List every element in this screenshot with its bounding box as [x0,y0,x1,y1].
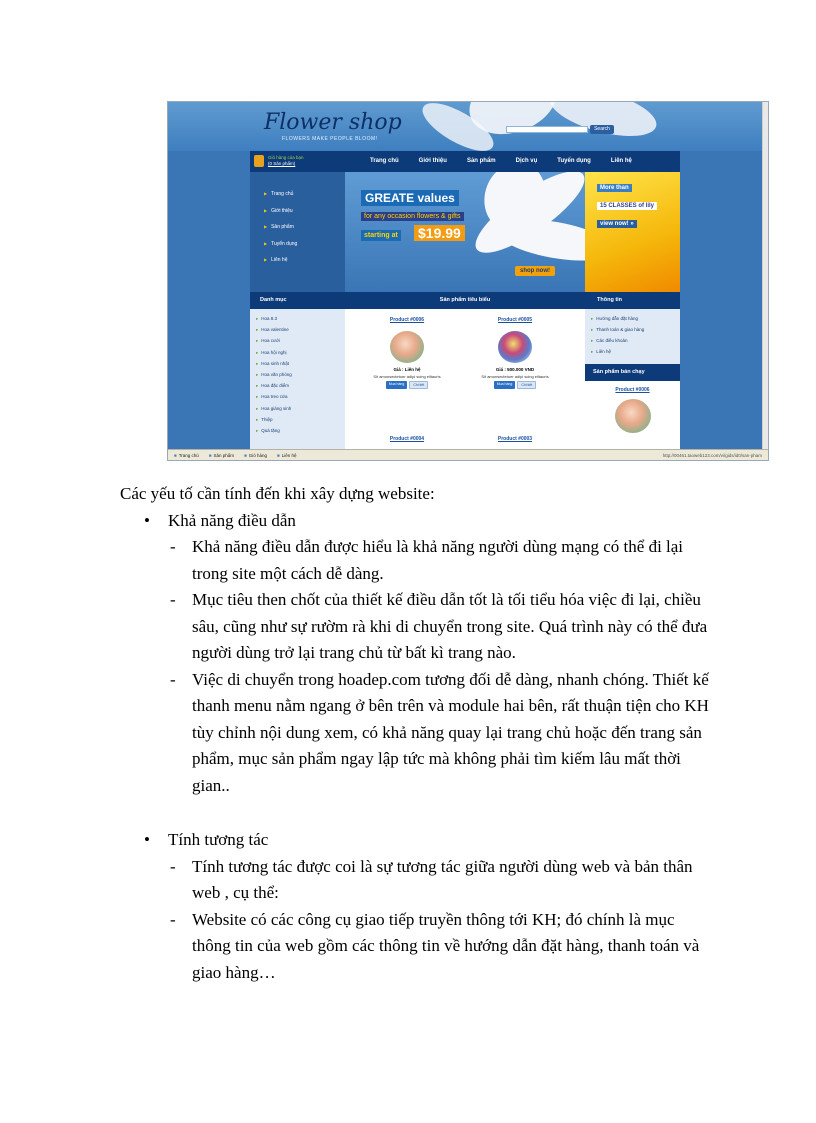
left-menu-item[interactable]: ▶ Liên hệ [264,252,345,269]
point [120,667,712,800]
nav-careers[interactable]: Tuyển dụng [557,158,591,164]
point-text: Tính tương tác được coi là sự tương tác giữa người dùng web và bản thân web , cụ thể: [192,856,693,902]
top-nav-bar [250,151,680,172]
dash-marker: - [170,590,176,609]
product-desc: Sit amonsectetuer adipi scing elitauris [373,374,441,379]
intro-line: Các yếu tố cần tính đến khi xây dựng website: [120,484,435,503]
site-header [168,102,768,151]
banner-starting-at: starting at [361,230,401,241]
bestseller-name[interactable]: Product #0006 [615,387,650,393]
point-text: Mục tiêu then chốt của thiết kế điều dẫn tốt là tối tiểu hóa việc đi lại, chiều sâu, cũng như sự rườm rà khi di chuyển trong site. Quá trình này có thể đưa người dùng trở lại trang chủ từ bất kì trang nào. [192,590,708,662]
nav-services[interactable]: Dịch vụ [515,158,538,164]
category-item[interactable]: ▸ Hoa treo cửa [256,391,345,402]
category-item[interactable]: ▸ Hoa sinh nhật [256,358,345,369]
dash-marker: - [170,856,176,876]
product-price: Giá : 500.000 VND [495,367,535,372]
search-input[interactable] [506,126,588,133]
info-heading: Thông tin [585,292,680,309]
left-menu-item[interactable]: ▶ Giới thiệu [264,203,345,220]
product-name[interactable]: Product #0003 [497,436,533,442]
document-body [120,481,720,986]
promo-banner[interactable] [345,172,585,292]
view-now-button[interactable]: view now! » [597,220,637,228]
browser-status-bar [168,449,768,461]
lily-banner[interactable] [585,172,680,292]
product-card [357,317,457,389]
product-image[interactable] [498,331,532,363]
section-title: Khả năng điều dẫn [168,510,296,530]
point [120,854,712,907]
info-link[interactable]: ▸ Hướng dẫn đặt hàng [591,313,680,324]
lily-banner-line2: 15 CLASSES of lily [597,202,657,210]
nav-products[interactable]: Sản phẩm [466,158,496,164]
website-screenshot [167,101,769,461]
section-title: Tính tương tác [168,830,269,849]
shop-now-button[interactable]: shop now! [515,266,555,276]
product-card [357,436,457,442]
buy-button[interactable]: Mua hàng [494,381,516,389]
product-card [465,436,565,442]
product-price: Giá : Liên hệ [393,367,421,372]
status-item[interactable]: ■ Trang chủ [174,453,199,458]
category-item[interactable]: ▸ Hoa giáng sinh [256,403,345,414]
cart-title: Giỏ hàng của bạn [268,155,304,160]
product-name[interactable]: Product #0005 [497,317,533,323]
detail-button[interactable]: Chi tiết [517,381,536,389]
point [120,907,712,987]
category-item[interactable]: ▸ Hoa 8.3 [256,313,345,324]
cart-count[interactable]: (0 Sản phẩm) [268,161,296,166]
point-text: Việc di chuyển trong hoadep.com tương đối dễ dàng, nhanh chóng. Thiết kế thanh menu nằm ngang ở bên trên và module hai bên, rất thuận tiện cho KH tùy chỉnh nội dung xem, có khả năng quay lại trang chủ hoặc đến trang sản phẩm, mục sản phẩm ngay lập tức mà không phải tìm kiếm lâu mất thời gian.. [192,669,709,795]
product-card [465,317,565,389]
section-heading [120,508,720,535]
category-item[interactable]: ▸ Hoa cưới [256,335,345,346]
main-menu [360,151,642,172]
bestseller-image[interactable] [615,399,651,433]
categories-heading: Danh mục [250,292,345,309]
banner-subline: for any occasion flowers & gifts [361,212,464,221]
status-item[interactable]: ■ Giỏ hàng [244,453,267,458]
featured-products [345,309,585,455]
left-menu-item[interactable]: ▶ Tuyển dụng [264,236,345,253]
banner-headline: GREATE values [361,190,459,206]
status-item[interactable]: ■ Liên hệ [277,453,296,458]
product-image[interactable] [390,331,424,363]
left-menu-item[interactable]: ▶ Trang chủ [264,186,345,203]
category-item[interactable]: ▸ Thiệp [256,414,345,425]
info-list [585,309,680,364]
lily-banner-line1: More than [597,184,632,192]
product-name[interactable]: Product #0006 [389,317,425,323]
category-item[interactable]: ▸ Hoa văn phòng [256,369,345,380]
left-menu-item[interactable]: ▶ Sản phẩm [264,219,345,236]
category-item[interactable]: ▸ Hoa hội nghị [256,347,345,358]
bullet-dot: • [144,830,150,849]
nav-contact[interactable]: Liên hệ [610,158,632,164]
info-link[interactable]: ▸ Các điều khoản [591,335,680,346]
category-item[interactable]: ▸ Hoa đặc điểm [256,380,345,391]
detail-button[interactable]: Chi tiết [409,381,428,389]
status-url: http://00461.taoweb123.com/vi/gids/id0/san-pham [662,453,762,458]
site-logo[interactable]: Flower shop [264,110,402,135]
featured-heading: Sản phẩm tiêu biểu [345,292,585,309]
dash-marker: - [170,669,176,689]
section-heading [120,827,720,854]
point-text: Website có các công cụ giao tiếp truyền thông tới KH; đó chính là mục thông tin của web gồm các thông tin về hướng dẫn đặt hàng, thanh toán và giao hàng… [192,909,700,982]
buy-button[interactable]: Mua hàng [386,381,408,389]
bestseller-heading: Sản phẩm bán chạy [585,364,680,381]
category-list [250,309,345,455]
dash-marker: - [170,909,176,929]
point [120,587,712,667]
nav-about[interactable]: Giới thiệu [418,158,447,164]
banner-price: $19.99 [414,225,465,241]
point-text: Khả năng điều dẫn được hiểu là khả năng người dùng mạng có thể đi lại trong site một cách dễ dàng. [192,537,684,583]
site-tagline: FLOWERS MAKE PEOPLE BLOOM! [282,136,378,142]
info-link[interactable]: ▸ Liên hệ [591,346,680,357]
status-item[interactable]: ■ Sản phẩm [209,453,234,458]
bestseller-card [585,381,680,455]
category-item[interactable]: ▸ Quà tặng [256,425,345,436]
info-link[interactable]: ▸ Thanh toán & giao hàng [591,324,680,335]
product-desc: Sit amonsectetuer adipi scing elitauris [481,374,549,379]
point [120,534,712,587]
nav-home[interactable]: Trang chủ [370,158,399,164]
search-button[interactable]: Search [590,125,614,134]
dash-marker: - [170,537,176,556]
cart-icon [254,155,264,167]
category-item[interactable]: ▸ Hoa valentine [256,324,345,335]
scrollbar[interactable] [762,102,768,449]
bullet-dot: • [144,510,150,530]
product-name[interactable]: Product #0004 [389,436,425,442]
cart-widget[interactable] [254,154,354,169]
